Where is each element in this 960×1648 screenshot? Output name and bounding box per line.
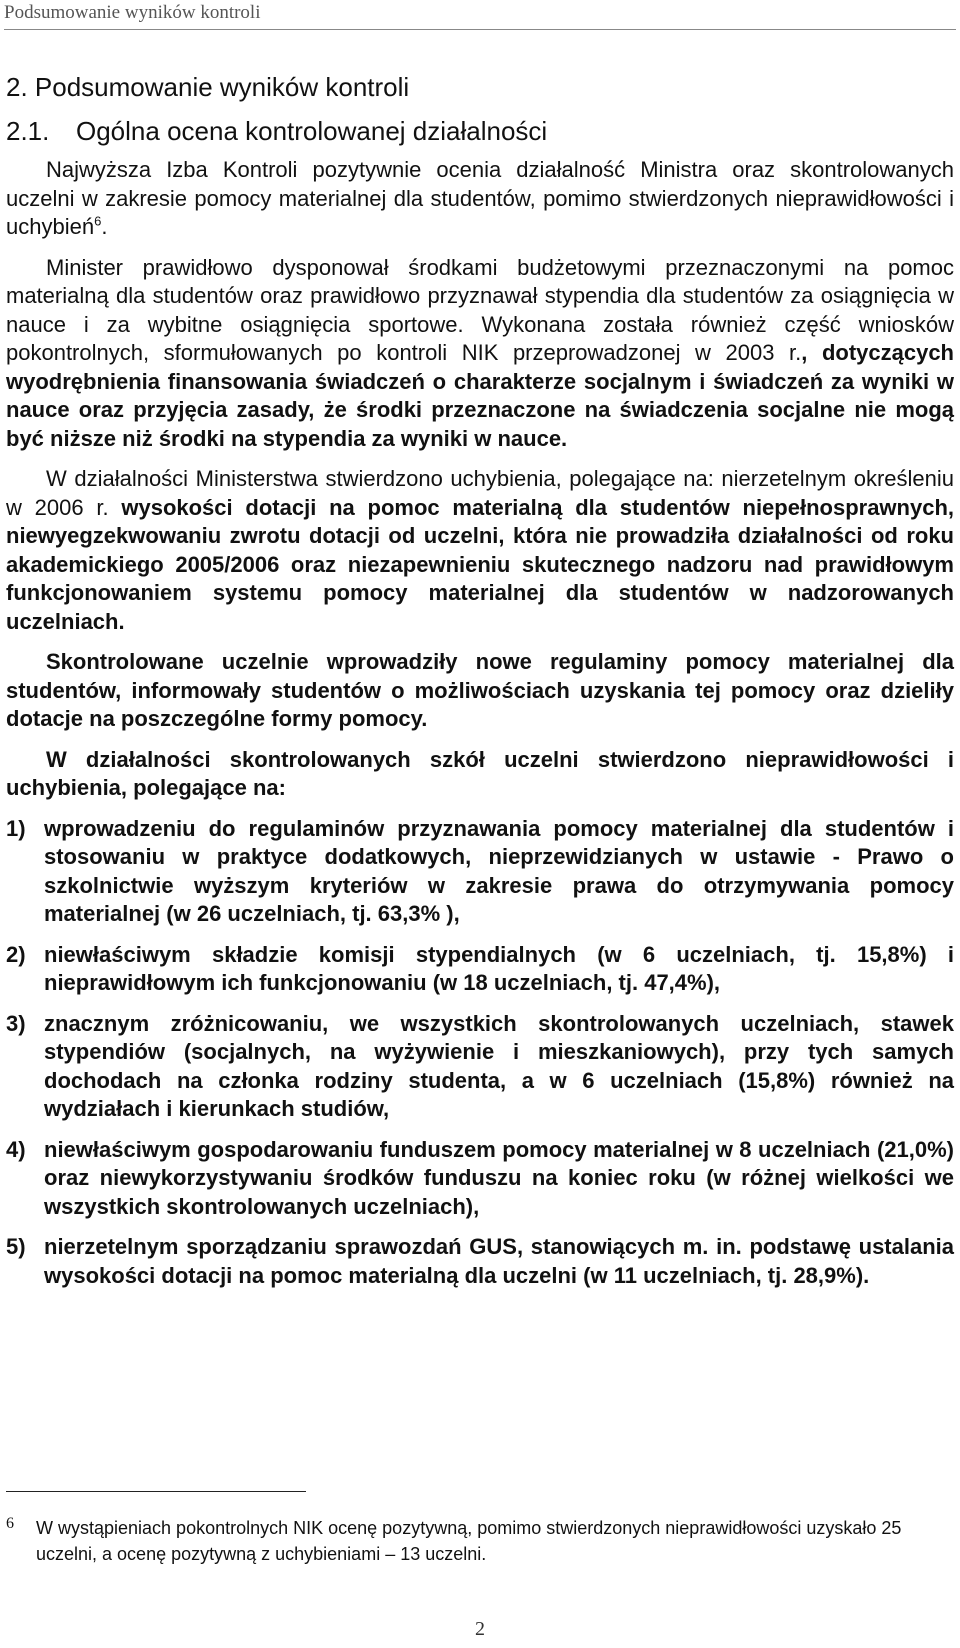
paragraph-ministry-irregularities <box>6 465 954 636</box>
paragraph-text: Najwyższa Izba Kontroli pozytywnie ocenia działalność Ministra oraz skontrolowanych uczelni w zakresie pomocy materialnej dla studentów, pomimo stwierdzonych nieprawidłowości i uchybień <box>6 157 954 239</box>
running-header: Podsumowanie wyników kontroli <box>4 2 956 30</box>
findings-list <box>6 815 954 1291</box>
paragraph-end: . <box>101 214 108 239</box>
section-heading: 2. Podsumowanie wyników kontroli <box>6 72 410 102</box>
list-item-text: wprowadzeniu do regulaminów przyznawania pomocy materialnej dla studentów i stosowaniu w praktyce dodatkowych, nieprzewidzianych w ustawie - Prawo o szkolnictwie wyższym kryteriów w zakresie prawa do otrzymywania pomocy materialnej (w 26 uczelniach, tj. 63,3% ), <box>44 815 954 926</box>
footnote-reference[interactable]: 6 <box>94 213 102 229</box>
list-marker: 4) <box>6 1136 26 1162</box>
footnote-separator <box>6 1491 306 1492</box>
list-marker: 1) <box>6 815 26 841</box>
list-marker: 3) <box>6 1010 26 1036</box>
list-item <box>6 1136 954 1222</box>
footnote <box>6 1515 954 1567</box>
list-marker: 5) <box>6 1234 26 1259</box>
list-item-text: niewłaściwym składzie komisji stypendialnych (w 6 uczelniach, tj. 15,8%) i nieprawidłowym ich funkcjonowaniu (w 18 uczelniach, tj. 47,4%), <box>44 941 954 995</box>
list-item <box>6 941 954 998</box>
list-item-text: nierzetelnym sporządzaniu sprawozdań GUS, stanowiących m. in. podstawę ustalania wysokości dotacji na pomoc materialną dla uczelni (w 11 uczelniach, tj. 28,9%). <box>44 1234 954 1288</box>
list-item <box>6 1010 954 1124</box>
list-item-text: znacznym zróżnicowaniu, we wszystkich skontrolowanych uczelniach, stawek stypendiów (socjalnych, na wyżywienie i mieszkaniowych), przy tych samych dochodach na członka rodziny studenta, a w 6 uczelniach (15,8%) również na wydziałach i kierunkach studiów, <box>44 1010 954 1121</box>
footnote-text: W wystąpieniach pokontrolnych NIK ocenę pozytywną, pomimo stwierdzonych nieprawidłowości uzyskało 25 uczelni, a ocenę pozytywną z uchybieniami – 13 uczelni. <box>36 1518 902 1564</box>
list-item-text: niewłaściwym gospodarowaniu funduszem pomocy materialnej w 8 uczelniach (21,0%) oraz niewykorzystywaniu środków funduszu na koniec roku (w różnej wielkości we wszystkich skontrolowanych uczelniach), <box>44 1136 954 1219</box>
subsection-number: 2.1. <box>6 116 50 146</box>
list-marker: 2) <box>6 941 26 967</box>
footnote-number: 6 <box>6 1515 14 1532</box>
paragraph-text: Minister prawidłowo dysponował środkami budżetowymi przeznaczonymi na pomoc materialną dla studentów oraz prawidłowo przyznawał stypendia dla studentów za osiągnięcia w nauce i za wybitne osiągnięcia sportowe. Wykonana została również część wniosków pokontrolnych, sformułowanych po kontroli NIK przeprowadzonej w 2003 r. <box>6 254 954 365</box>
paragraph-assessment <box>6 156 954 242</box>
page-number: 2 <box>475 1618 485 1640</box>
paragraph-universities: Skontrolowane uczelnie wprowadziły nowe regulaminy pomocy materialnej dla studentów, informowały studentów o możliwościach uzyskania tej pomocy oraz dzieliły dotacje na poszczególne formy pomocy. <box>6 649 954 731</box>
paragraph-findings-intro: W działalności skontrolowanych szkół uczelni stwierdzono nieprawidłowości i uchybienia, polegające na: <box>6 746 954 800</box>
paragraph-bold-text: wysokości dotacji na pomoc materialną dla studentów niepełnosprawnych, niewyegzekwowaniu zwrotu dotacji od uczelni, która nie prowadziła działalności od roku akademickiego 2005/2006 oraz niezapewnieniu skutecznego nadzoru nad prawidłowym funkcjonowaniem systemu pomocy materialnej dla studentów w nadzorowanych uczelniach. <box>6 494 955 634</box>
paragraph-bold-text: , dotyczących wyodrębnienia finansowania świadczeń o charakterze socjalnym i świadczeń za wyniki w nauce oraz przyjęcia zasady, że środki przeznaczone na świadczenia socjalne nie mogą być niższe niż środki na stypendia za wyniki w nauce. <box>6 340 955 451</box>
list-item <box>6 1233 954 1290</box>
document-body <box>6 70 954 1302</box>
subsection-heading <box>6 114 954 148</box>
subsection-title: Ogólna ocena kontrolowanej działalności <box>76 116 548 146</box>
paragraph-minister <box>6 254 954 454</box>
list-item <box>6 815 954 929</box>
paragraph-text: W działalności Ministerstwa stwierdzono uchybienia, polegające na: nierzetelnym określeniu w 2006 r. <box>6 466 954 520</box>
